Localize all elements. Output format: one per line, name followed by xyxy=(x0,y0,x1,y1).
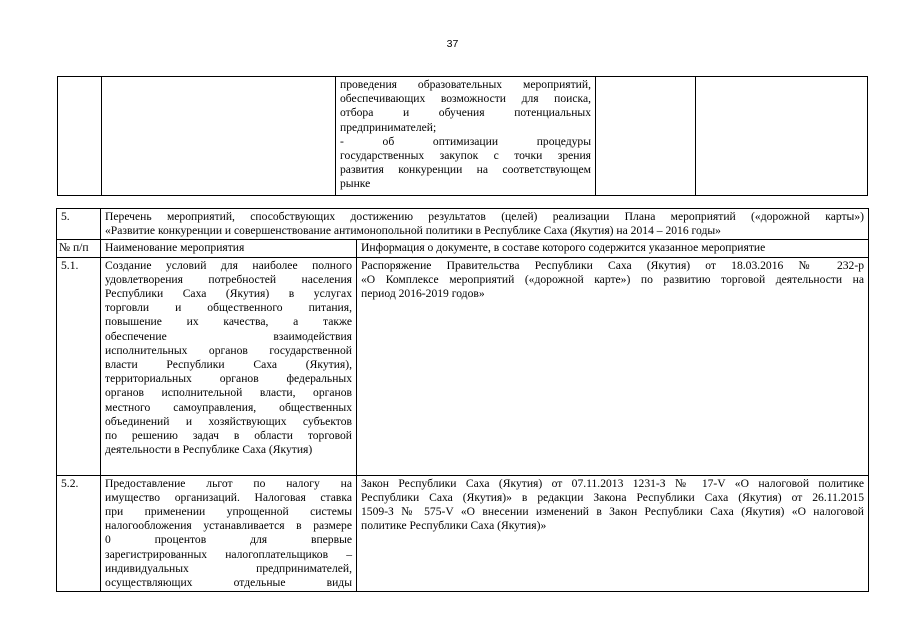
section-table xyxy=(56,208,869,592)
row-info xyxy=(357,475,869,592)
text-line: по решению задач в области торговой xyxy=(105,429,352,443)
row-num: 5.1. xyxy=(57,257,101,475)
text-line: проведения образовательных мероприятий, xyxy=(340,78,591,91)
text-line: Закон Республики Саха (Якутия) от 07.11.2013 1231-З № 17-V «О налоговой политике xyxy=(361,476,864,490)
text-line: политике Республики Саха (Якутия)» xyxy=(361,519,547,533)
text-line: местного самоуправления, общественных xyxy=(105,400,352,414)
text-line: обеспечение взаимодействия xyxy=(105,329,352,343)
row-name xyxy=(101,257,357,475)
text-line: при применении упрощенной системы xyxy=(105,505,352,519)
column-header-row xyxy=(57,240,869,257)
text-line: органов исполнительной власти, органов xyxy=(105,386,352,400)
cont-cell-name xyxy=(102,77,336,196)
text-line: осуществляющих отдельные виды xyxy=(105,576,352,590)
text-line: повышение их качества, а также xyxy=(105,315,352,329)
text-line: зарегистрированных налогоплательщиков – xyxy=(105,547,352,561)
text-line: государственных закупок с точки зрения xyxy=(340,149,591,163)
text-line: обеспечивающих возможности для поиска, xyxy=(340,92,591,106)
continuation-row xyxy=(58,77,868,196)
text-line: период 2016-2019 годов» xyxy=(361,287,485,301)
section-number: 5. xyxy=(57,209,101,240)
page-number: 37 xyxy=(446,38,459,50)
text-line: удовлетворения потребностей населения xyxy=(105,272,352,286)
text-line: «О Комплексе мероприятий («дорожной карте») по развитию торговой деятельности на xyxy=(361,272,864,286)
header-name: Наименование мероприятия xyxy=(101,240,357,257)
text-line: Создание условий для наиболее полного xyxy=(105,258,352,272)
text-line: налогообложения устанавливается в размере xyxy=(105,519,352,533)
section-title xyxy=(101,209,869,240)
text-line: развития конкуренции на соответствующем xyxy=(340,163,591,177)
row-info xyxy=(357,257,869,475)
text-line: предпринимателей; xyxy=(340,120,437,134)
text-line: объединений и хозяйствующих субъектов xyxy=(105,414,352,428)
text-line: власти Республики Саха (Якутия), xyxy=(105,358,352,372)
row-num: 5.2. xyxy=(57,475,101,592)
text-line: торговли и общественного питания, xyxy=(105,301,352,315)
cont-cell-empty-1 xyxy=(596,77,696,196)
cont-cell-num xyxy=(58,77,102,196)
continuation-table xyxy=(57,76,868,196)
text-line: 1509-З № 575-V «О внесении изменений в Закон Республики Саха (Якутия) «О налоговой xyxy=(361,505,864,519)
text-line: Распоряжение Правительства Республики Саха (Якутия) от 18.03.2016 № 232-р xyxy=(361,258,864,272)
cont-cell-text xyxy=(336,77,596,196)
text-line: Предоставление льгот по налогу на xyxy=(105,476,352,490)
section-title-line-1: Перечень мероприятий, способствующих достижению результатов (целей) реализации Плана мероприятий («дорожной карты») xyxy=(105,210,864,223)
text-line: деятельности в Республике Саха (Якутия) xyxy=(105,443,313,457)
text-line: отбора и обучения потенциальных xyxy=(340,106,591,120)
table-row xyxy=(57,475,869,592)
text-line: исполнительных органов государственной xyxy=(105,343,352,357)
cont-cell-empty-2 xyxy=(696,77,868,196)
text-line: имущество организаций. Налоговая ставка xyxy=(105,490,352,504)
text-line: Республики Саха (Якутия) в услугах xyxy=(105,287,352,301)
text-line: Республики Саха (Якутия)» в редакции Закона Республики Саха (Якутия) от 26.11.2015 xyxy=(361,490,864,504)
text-line: 0 процентов для впервые xyxy=(105,533,352,547)
header-info: Информация о документе, в составе которого содержится указанное мероприятие xyxy=(357,240,869,257)
header-num: № п/п xyxy=(57,240,101,257)
text-line: индивидуальных предпринимателей, xyxy=(105,561,352,575)
text-line: территориальных органов федеральных xyxy=(105,372,352,386)
row-name xyxy=(101,475,357,592)
text-line: - об оптимизации процедуры xyxy=(340,134,591,148)
text-line: рынке xyxy=(340,177,371,191)
section-header-row xyxy=(57,209,869,240)
section-title-line-2: «Развитие конкуренции и совершенствование антимонопольной политики в Республике Саха (Якутия) на 2014 – 2016 годы» xyxy=(105,224,721,238)
table-row xyxy=(57,257,869,475)
